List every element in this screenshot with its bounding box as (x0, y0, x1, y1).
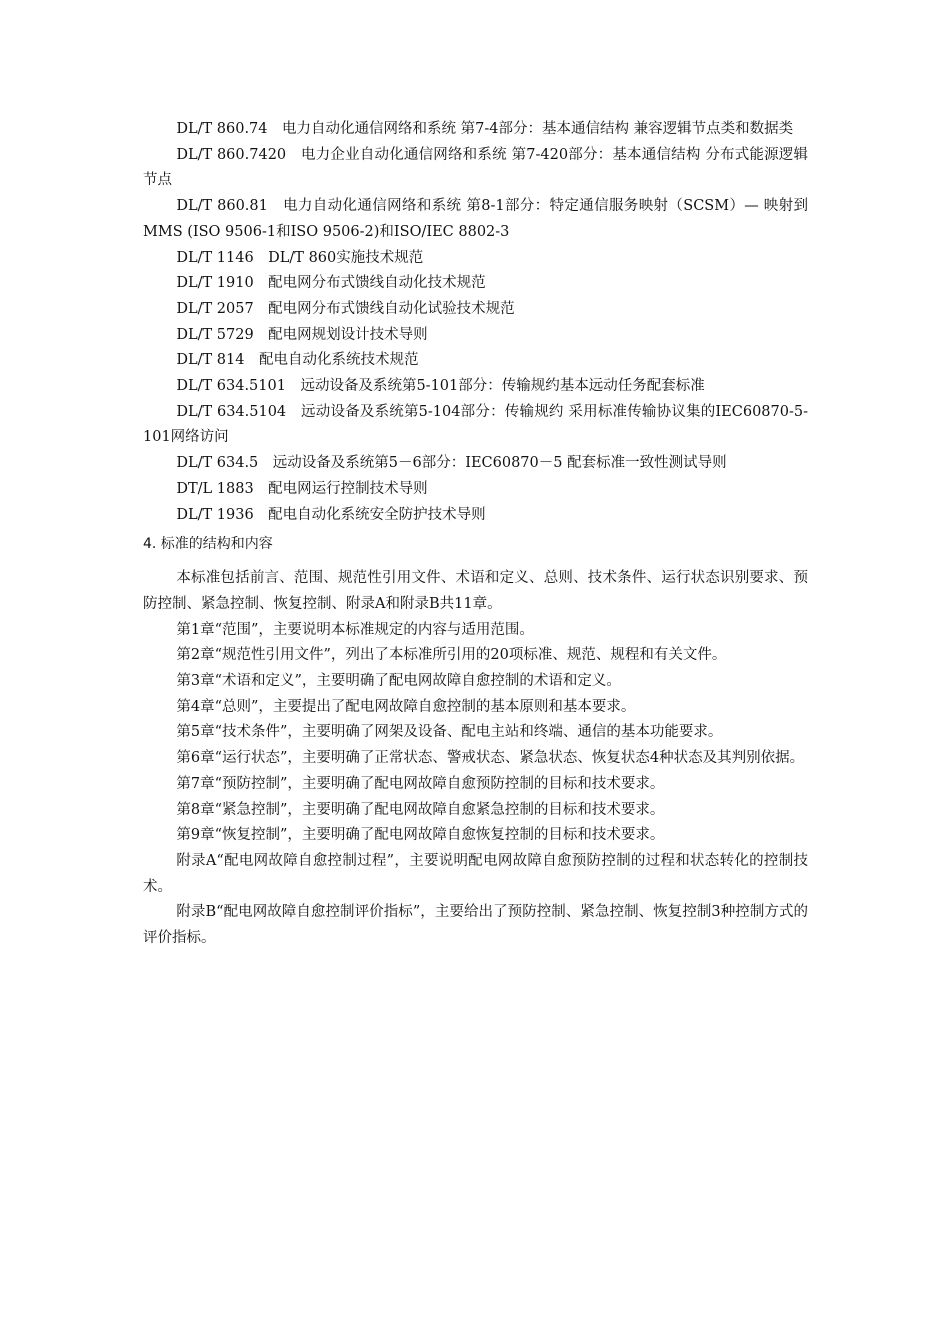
section-body (143, 566, 808, 952)
paragraph: 第2章“规范性引用文件”，列出了本标准所引用的20项标准、规范、规程和有关文件。 (176, 647, 727, 664)
paragraph: 本标准包括前言、范围、规范性引用文件、术语和定义、总则、技术条件、运行状态识别要求、预防控制、紧急控制、恢复控制、附录A和附录B共11章。 (143, 570, 808, 612)
paragraph: 第1章“范围”，主要说明本标准规定的内容与适用范围。 (176, 621, 534, 638)
reference-item: DL/T 1910 配电网分布式馈线自动化技术规范 (176, 275, 486, 292)
paragraph: 第4章“总则”，主要提出了配电网故障自愈控制的基本原则和基本要求。 (176, 698, 636, 715)
reference-item: DL/T 634.5101 远动设备及系统第5-101部分：传输规约基本远动任务配套标准 (176, 378, 705, 395)
paragraph: 第8章“紧急控制”，主要明确了配电网故障自愈紧急控制的目标和技术要求。 (176, 801, 665, 818)
paragraph: 第6章“运行状态”，主要明确了正常状态、警戒状态、紧急状态、恢复状态4种状态及其判别依据。 (176, 750, 805, 767)
document-page (143, 117, 808, 952)
reference-item: DL/T 1936 配电自动化系统安全防护技术导则 (176, 506, 486, 523)
reference-item: DL/T 860.74 电力自动化通信网络和系统 第7-4部分：基本通信结构 兼容逻辑节点类和数据类 (176, 121, 794, 137)
paragraph: 第9章“恢复控制”，主要明确了配电网故障自愈恢复控制的目标和技术要求。 (176, 827, 665, 844)
reference-item: DL/T 860.81 电力自动化通信网络和系统 第8-1部分：特定通信服务映射（SCSM）— 映射到MMS (ISO 9506-1和ISO 9506-2)和ISO/IEC 8802-3 (143, 198, 808, 240)
reference-item: DL/T 634.5 远动设备及系统第5－6部分：IEC60870－5 配套标准一致性测试导则 (176, 455, 727, 472)
paragraph: 附录A“配电网故障自愈控制过程”，主要说明配电网故障自愈预防控制的过程和状态转化的控制技术。 (143, 852, 808, 895)
reference-item: DL/T 860.7420 电力企业自动化通信网络和系统 第7-420部分：基本通信结构 分布式能源逻辑节点 (143, 146, 808, 189)
reference-item: DL/T 814 配电自动化系统技术规范 (176, 352, 419, 369)
paragraph: 第3章“术语和定义”，主要明确了配电网故障自愈控制的术语和定义。 (176, 673, 621, 690)
paragraph: 第7章“预防控制”，主要明确了配电网故障自愈预防控制的目标和技术要求。 (176, 775, 665, 792)
reference-item: DL/T 1146 DL/T 860实施技术规范 (176, 249, 424, 266)
reference-item: DL/T 634.5104 远动设备及系统第5-104部分：传输规约 采用标准传输协议集的IEC60870-5-101网络访问 (143, 403, 808, 446)
paragraph: 附录B“配电网故障自愈控制评价指标”，主要给出了预防控制、紧急控制、恢复控制3种控制方式的评价指标。 (143, 904, 808, 947)
reference-item: DT/L 1883 配电网运行控制技术导则 (176, 480, 428, 497)
reference-item: DL/T 5729 配电网规划设计技术导则 (176, 326, 428, 343)
reference-item: DL/T 2057 配电网分布式馈线自动化试验技术规范 (176, 300, 515, 317)
section-heading: 4. 标准的结构和内容 (143, 536, 273, 553)
paragraph: 第5章“技术条件”，主要明确了网架及设备、配电主站和终端、通信的基本功能要求。 (176, 724, 723, 741)
reference-list (143, 117, 808, 528)
